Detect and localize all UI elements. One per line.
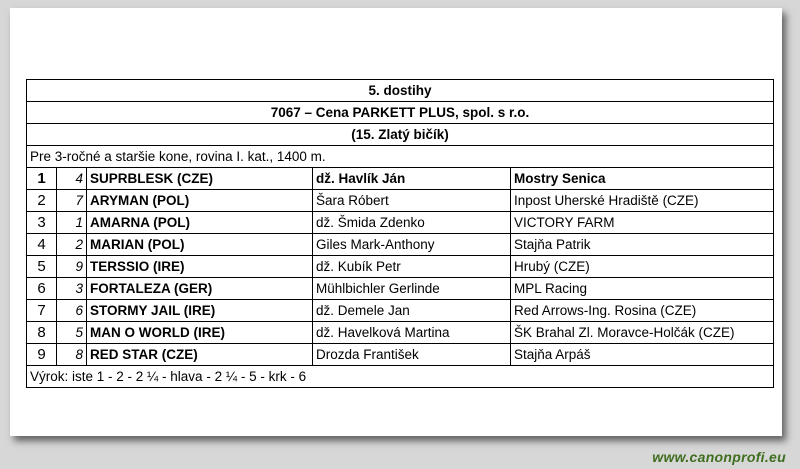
table-row bbox=[27, 168, 774, 190]
horse-name-cell: ARYMAN (POL) bbox=[87, 190, 313, 212]
horse-number-cell: 8 bbox=[57, 344, 87, 366]
horse-name-cell: TERSSIO (IRE) bbox=[87, 256, 313, 278]
jockey-cell: Mühlbichler Gerlinde bbox=[313, 278, 511, 300]
jockey-cell: Giles Mark-Anthony bbox=[313, 234, 511, 256]
owner-cell: Stajňa Patrik bbox=[511, 234, 774, 256]
race-conditions: Pre 3-ročné a staršie kone, rovina I. kat., 1400 m. bbox=[27, 146, 774, 168]
owner-cell: Stajňa Arpáš bbox=[511, 344, 774, 366]
horse-name-cell: STORMY JAIL (IRE) bbox=[87, 300, 313, 322]
place-cell: 2 bbox=[27, 190, 57, 212]
race-conditions-row bbox=[27, 146, 774, 168]
jockey-cell: dž. Havlík Ján bbox=[313, 168, 511, 190]
place-cell: 7 bbox=[27, 300, 57, 322]
jockey-cell: Šara Róbert bbox=[313, 190, 511, 212]
table-row bbox=[27, 234, 774, 256]
horse-name-cell: MAN O WORLD (IRE) bbox=[87, 322, 313, 344]
jockey-cell: dž. Havelková Martina bbox=[313, 322, 511, 344]
table-row bbox=[27, 278, 774, 300]
horse-number-cell: 9 bbox=[57, 256, 87, 278]
verdict-row bbox=[27, 366, 774, 388]
place-cell: 8 bbox=[27, 322, 57, 344]
place-cell: 9 bbox=[27, 344, 57, 366]
owner-cell: Red Arrows-Ing. Rosina (CZE) bbox=[511, 300, 774, 322]
document-sheet bbox=[10, 8, 782, 436]
race-results-table bbox=[26, 79, 774, 388]
horse-name-cell: MARIAN (POL) bbox=[87, 234, 313, 256]
horse-number-cell: 3 bbox=[57, 278, 87, 300]
owner-cell: Hrubý (CZE) bbox=[511, 256, 774, 278]
jockey-cell: Drozda František bbox=[313, 344, 511, 366]
race-name: 7067 – Cena PARKETT PLUS, spol. s r.o. bbox=[27, 102, 774, 124]
race-title: 5. dostihy bbox=[27, 80, 774, 102]
horse-name-cell: AMARNA (POL) bbox=[87, 212, 313, 234]
horse-number-cell: 5 bbox=[57, 322, 87, 344]
owner-cell: MPL Racing bbox=[511, 278, 774, 300]
horse-name-cell: FORTALEZA (GER) bbox=[87, 278, 313, 300]
table-row bbox=[27, 344, 774, 366]
horse-number-cell: 6 bbox=[57, 300, 87, 322]
owner-cell: VICTORY FARM bbox=[511, 212, 774, 234]
jockey-cell: dž. Kubík Petr bbox=[313, 256, 511, 278]
jockey-cell: dž. Demele Jan bbox=[313, 300, 511, 322]
horse-name-cell: RED STAR (CZE) bbox=[87, 344, 313, 366]
jockey-cell: dž. Šmida Zdenko bbox=[313, 212, 511, 234]
place-cell: 4 bbox=[27, 234, 57, 256]
race-subtitle-row bbox=[27, 124, 774, 146]
table-row bbox=[27, 300, 774, 322]
race-title-row bbox=[27, 80, 774, 102]
table-row bbox=[27, 322, 774, 344]
verdict: Výrok: iste 1 - 2 - 2 ¼ - hlava - 2 ¼ - 5 - krk - 6 bbox=[27, 366, 774, 388]
place-cell: 1 bbox=[27, 168, 57, 190]
owner-cell: Mostry Senica bbox=[511, 168, 774, 190]
place-cell: 3 bbox=[27, 212, 57, 234]
table-row bbox=[27, 256, 774, 278]
place-cell: 6 bbox=[27, 278, 57, 300]
horse-number-cell: 4 bbox=[57, 168, 87, 190]
table-row bbox=[27, 212, 774, 234]
table-row bbox=[27, 190, 774, 212]
owner-cell: Inpost Uherské Hradiště (CZE) bbox=[511, 190, 774, 212]
race-subtitle: (15. Zlatý bičík) bbox=[27, 124, 774, 146]
horse-name-cell: SUPRBLESK (CZE) bbox=[87, 168, 313, 190]
watermark: www.canonprofi.eu bbox=[652, 449, 786, 465]
horse-number-cell: 2 bbox=[57, 234, 87, 256]
place-cell: 5 bbox=[27, 256, 57, 278]
owner-cell: ŠK Brahal Zl. Moravce-Holčák (CZE) bbox=[511, 322, 774, 344]
horse-number-cell: 7 bbox=[57, 190, 87, 212]
horse-number-cell: 1 bbox=[57, 212, 87, 234]
race-name-row bbox=[27, 102, 774, 124]
